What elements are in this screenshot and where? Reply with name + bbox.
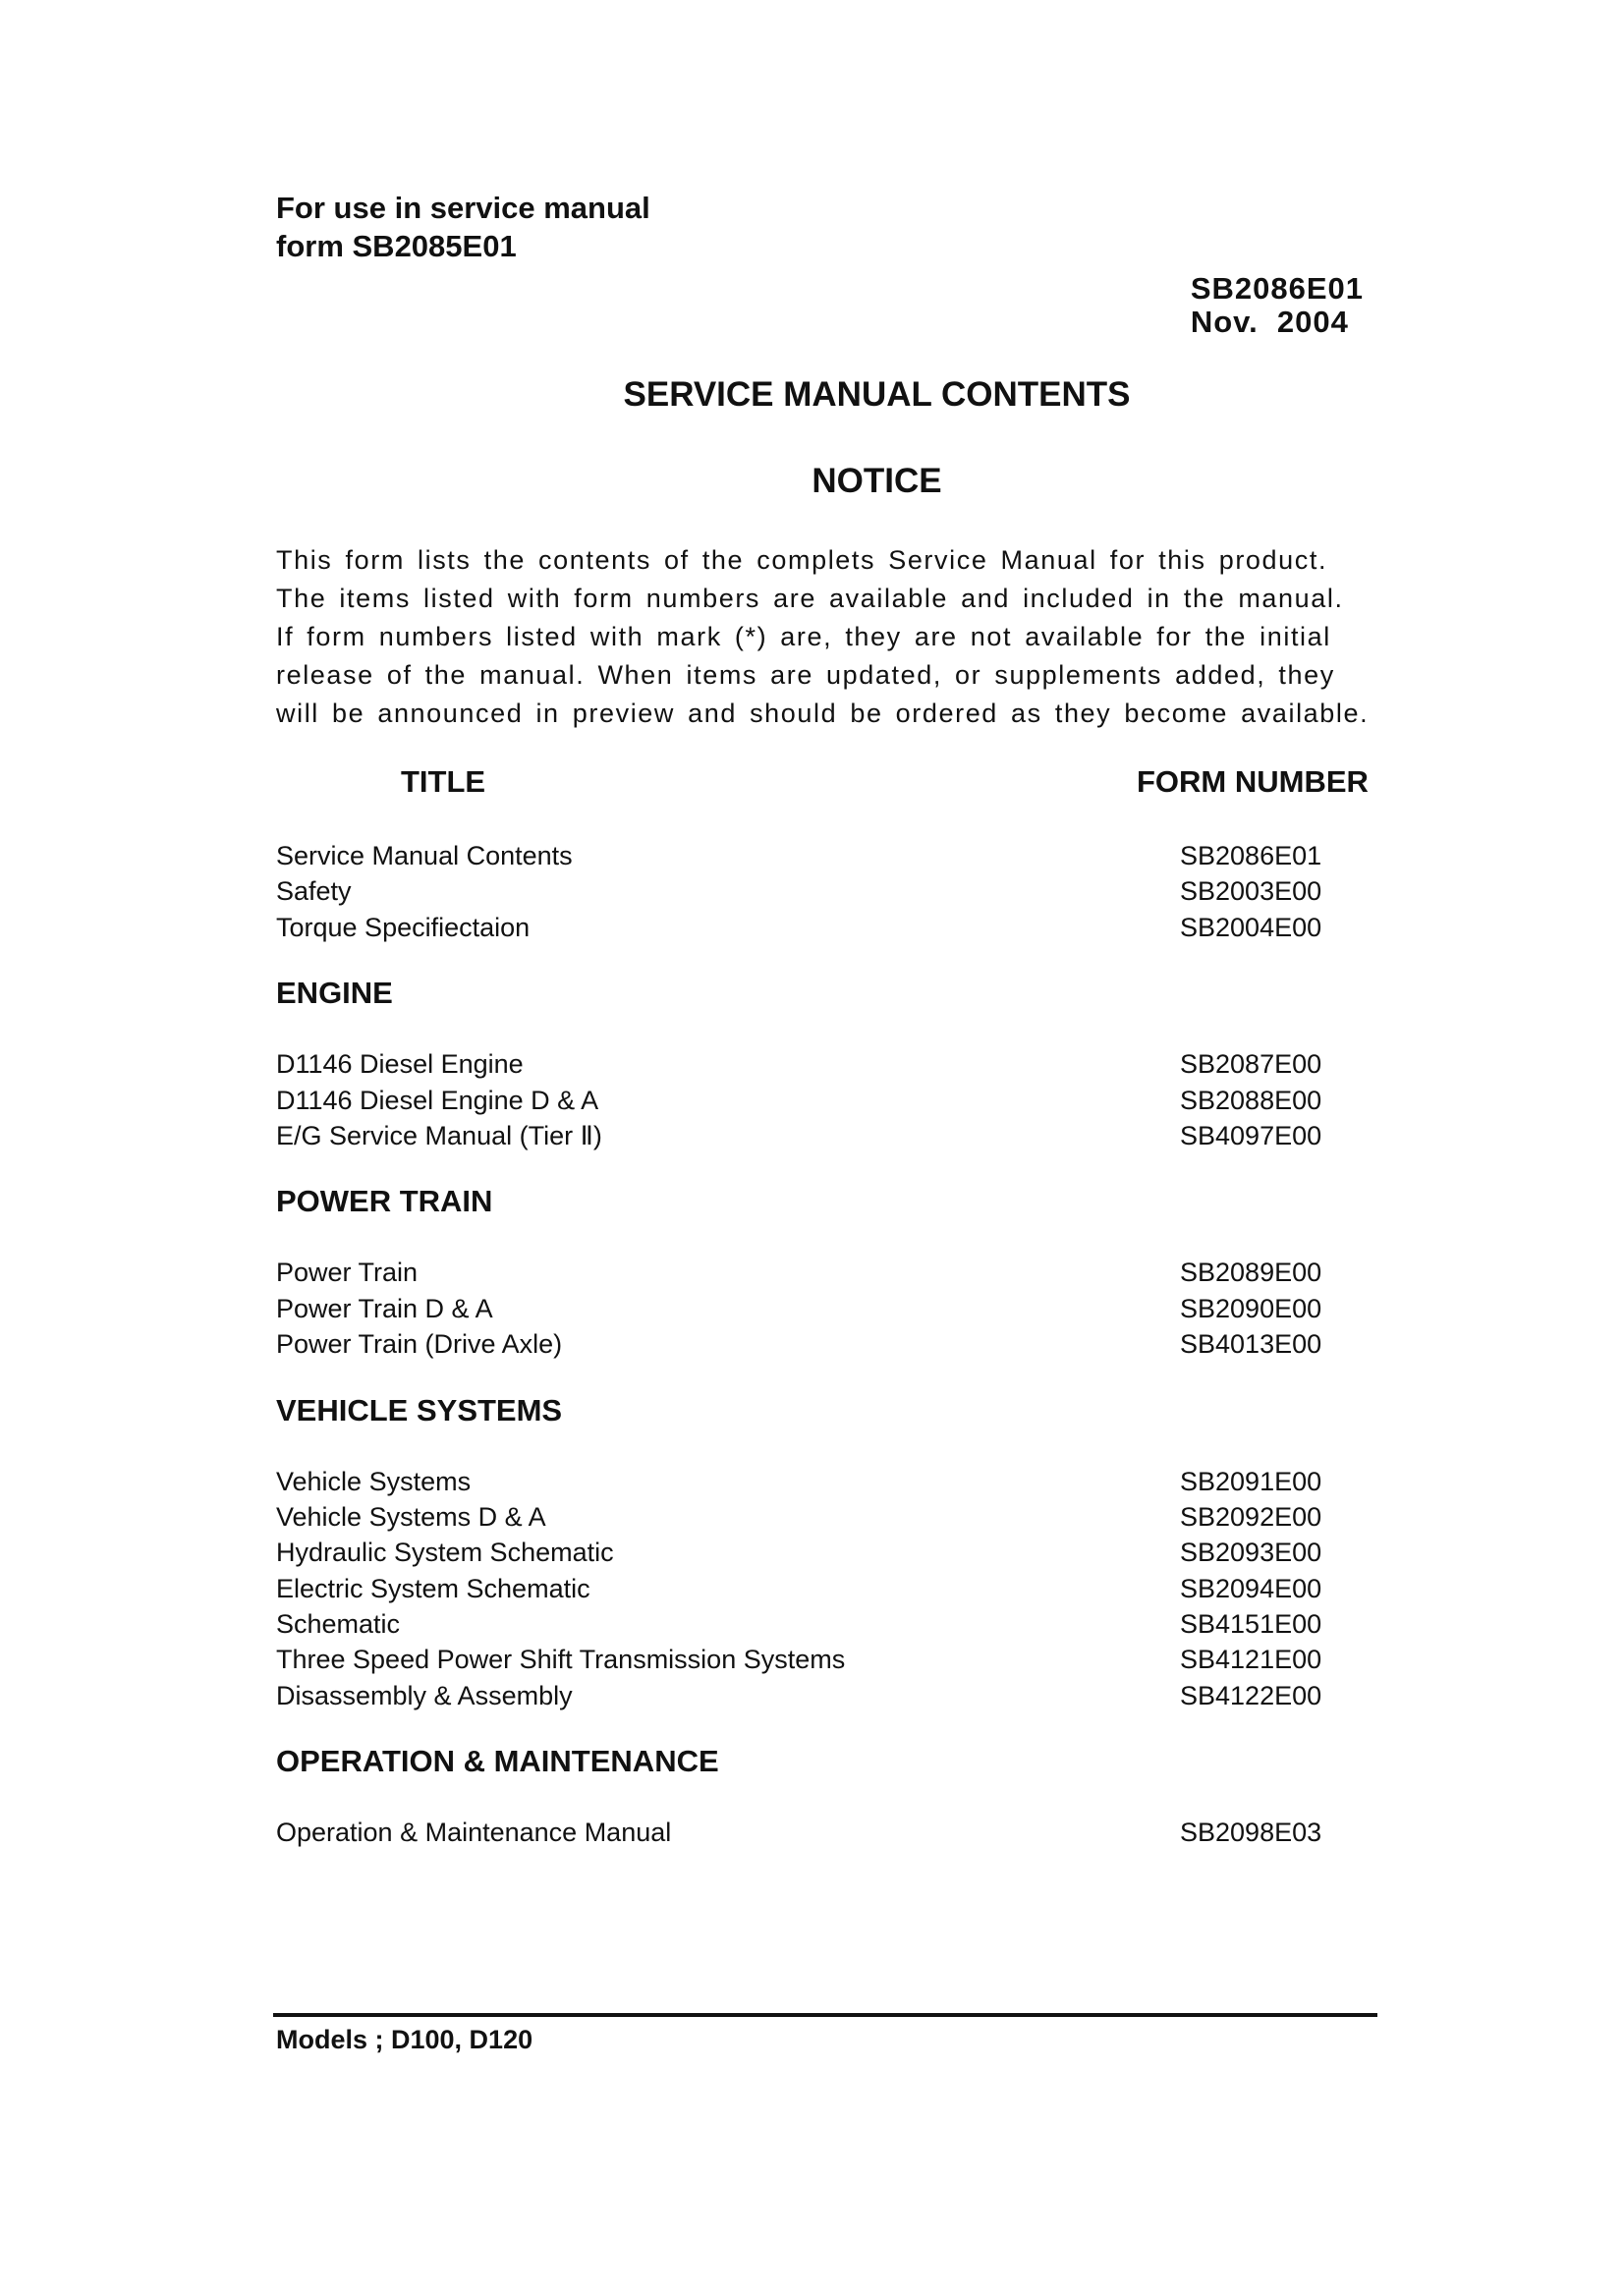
notice-text <box>276 541 1370 733</box>
item-title: Service Manual Contents <box>276 841 573 870</box>
section-engine <box>276 975 1327 1153</box>
item-title: Power Train D & A <box>276 1293 493 1323</box>
item-title: Torque Specifiectaion <box>276 912 531 942</box>
section-vehicle-systems <box>276 1392 1327 1714</box>
section-heading: VEHICLE SYSTEMS <box>276 1392 563 1427</box>
notice-line: If form numbers listed with mark (*) are, they are not available for the initial <box>276 622 1331 651</box>
item-form-number: SB2093E00 <box>1180 1538 1322 1568</box>
list-item <box>276 1571 1327 1606</box>
section-heading: OPERATION & MAINTENANCE <box>276 1744 719 1779</box>
page-title: SERVICE MANUAL CONTENTS <box>623 375 1131 414</box>
contents-list <box>276 838 1327 1851</box>
item-title: Schematic <box>276 1609 401 1640</box>
item-form-number: SB2092E00 <box>1180 1501 1322 1532</box>
item-form-number: SB2094E00 <box>1180 1573 1322 1603</box>
section-power-train <box>276 1183 1327 1362</box>
item-form-number: SB2091E00 <box>1180 1466 1322 1496</box>
footer-models: Models ; D100, D120 <box>276 2025 533 2054</box>
notice-line: The items listed with form numbers are available and included in the manual. <box>276 584 1344 613</box>
item-form-number: SB2098E03 <box>1180 1818 1322 1848</box>
item-title: D1146 Diesel Engine D & A <box>276 1085 599 1115</box>
section-general <box>276 838 1327 945</box>
column-header-title: TITLE <box>401 764 486 799</box>
item-form-number: SB2003E00 <box>1180 876 1322 907</box>
notice-line: This form lists the contents of the complets Service Manual for this product. <box>276 545 1328 575</box>
item-title: Safety <box>276 876 352 907</box>
item-title: Disassembly & Assembly <box>276 1680 573 1710</box>
list-item <box>276 1326 1327 1362</box>
item-title: D1146 Diesel Engine <box>276 1049 524 1080</box>
list-item <box>276 1678 1327 1713</box>
item-title: Hydraulic System Schematic <box>276 1538 614 1568</box>
form-info <box>1191 272 1364 339</box>
section-operation-maintenance <box>276 1743 1327 1850</box>
item-form-number: SB4122E00 <box>1180 1680 1322 1710</box>
item-form-number: SB4097E00 <box>1180 1120 1322 1150</box>
list-item <box>276 1535 1327 1570</box>
item-form-number: SB2088E00 <box>1180 1085 1322 1115</box>
usage-note-line-1: For use in service manual <box>276 191 650 225</box>
list-item <box>276 1118 1327 1153</box>
section-heading: ENGINE <box>276 976 393 1011</box>
item-title: Power Train <box>276 1258 419 1288</box>
item-title: Power Train (Drive Axle) <box>276 1329 563 1360</box>
list-item <box>276 1642 1327 1677</box>
item-form-number: SB4121E00 <box>1180 1645 1322 1675</box>
item-title: Three Speed Power Shift Transmission Systems <box>276 1645 846 1675</box>
notice-line: will be announced in preview and should be ordered as they become available. <box>276 699 1370 728</box>
item-title: Vehicle Systems <box>276 1466 472 1496</box>
notice-line: release of the manual. When items are updated, or supplements added, they <box>276 660 1335 690</box>
list-item <box>276 1815 1327 1850</box>
list-item <box>276 1464 1327 1499</box>
list-item <box>276 873 1327 909</box>
form-number: SB2086E01 <box>1190 271 1364 306</box>
usage-note-line-2: form SB2085E01 <box>276 229 517 263</box>
item-form-number: SB2086E01 <box>1180 841 1322 870</box>
list-item <box>276 910 1327 945</box>
list-item <box>276 1291 1327 1326</box>
notice-heading: NOTICE <box>812 462 942 500</box>
list-item <box>276 1083 1327 1118</box>
item-title: E/G Service Manual (Tier Ⅱ) <box>276 1120 602 1150</box>
item-form-number: SB2004E00 <box>1180 912 1322 942</box>
section-heading: POWER TRAIN <box>276 1184 493 1219</box>
item-form-number: SB2089E00 <box>1180 1258 1322 1288</box>
item-title: Electric System Schematic <box>276 1573 590 1603</box>
issue-date: Nov. 2004 <box>1190 305 1349 339</box>
item-form-number: SB4151E00 <box>1180 1609 1322 1640</box>
footer-divider <box>273 2013 1377 2017</box>
list-item <box>276 1606 1327 1642</box>
list-item <box>276 1255 1327 1290</box>
item-title: Operation & Maintenance Manual <box>276 1818 672 1848</box>
item-form-number: SB4013E00 <box>1180 1329 1322 1360</box>
item-form-number: SB2090E00 <box>1180 1293 1322 1323</box>
column-header-form-number: FORM NUMBER <box>1137 764 1369 799</box>
list-item <box>276 838 1327 873</box>
list-item <box>276 1046 1327 1082</box>
usage-note <box>276 189 650 265</box>
item-form-number: SB2087E00 <box>1180 1049 1322 1080</box>
list-item <box>276 1499 1327 1535</box>
item-title: Vehicle Systems D & A <box>276 1501 546 1532</box>
